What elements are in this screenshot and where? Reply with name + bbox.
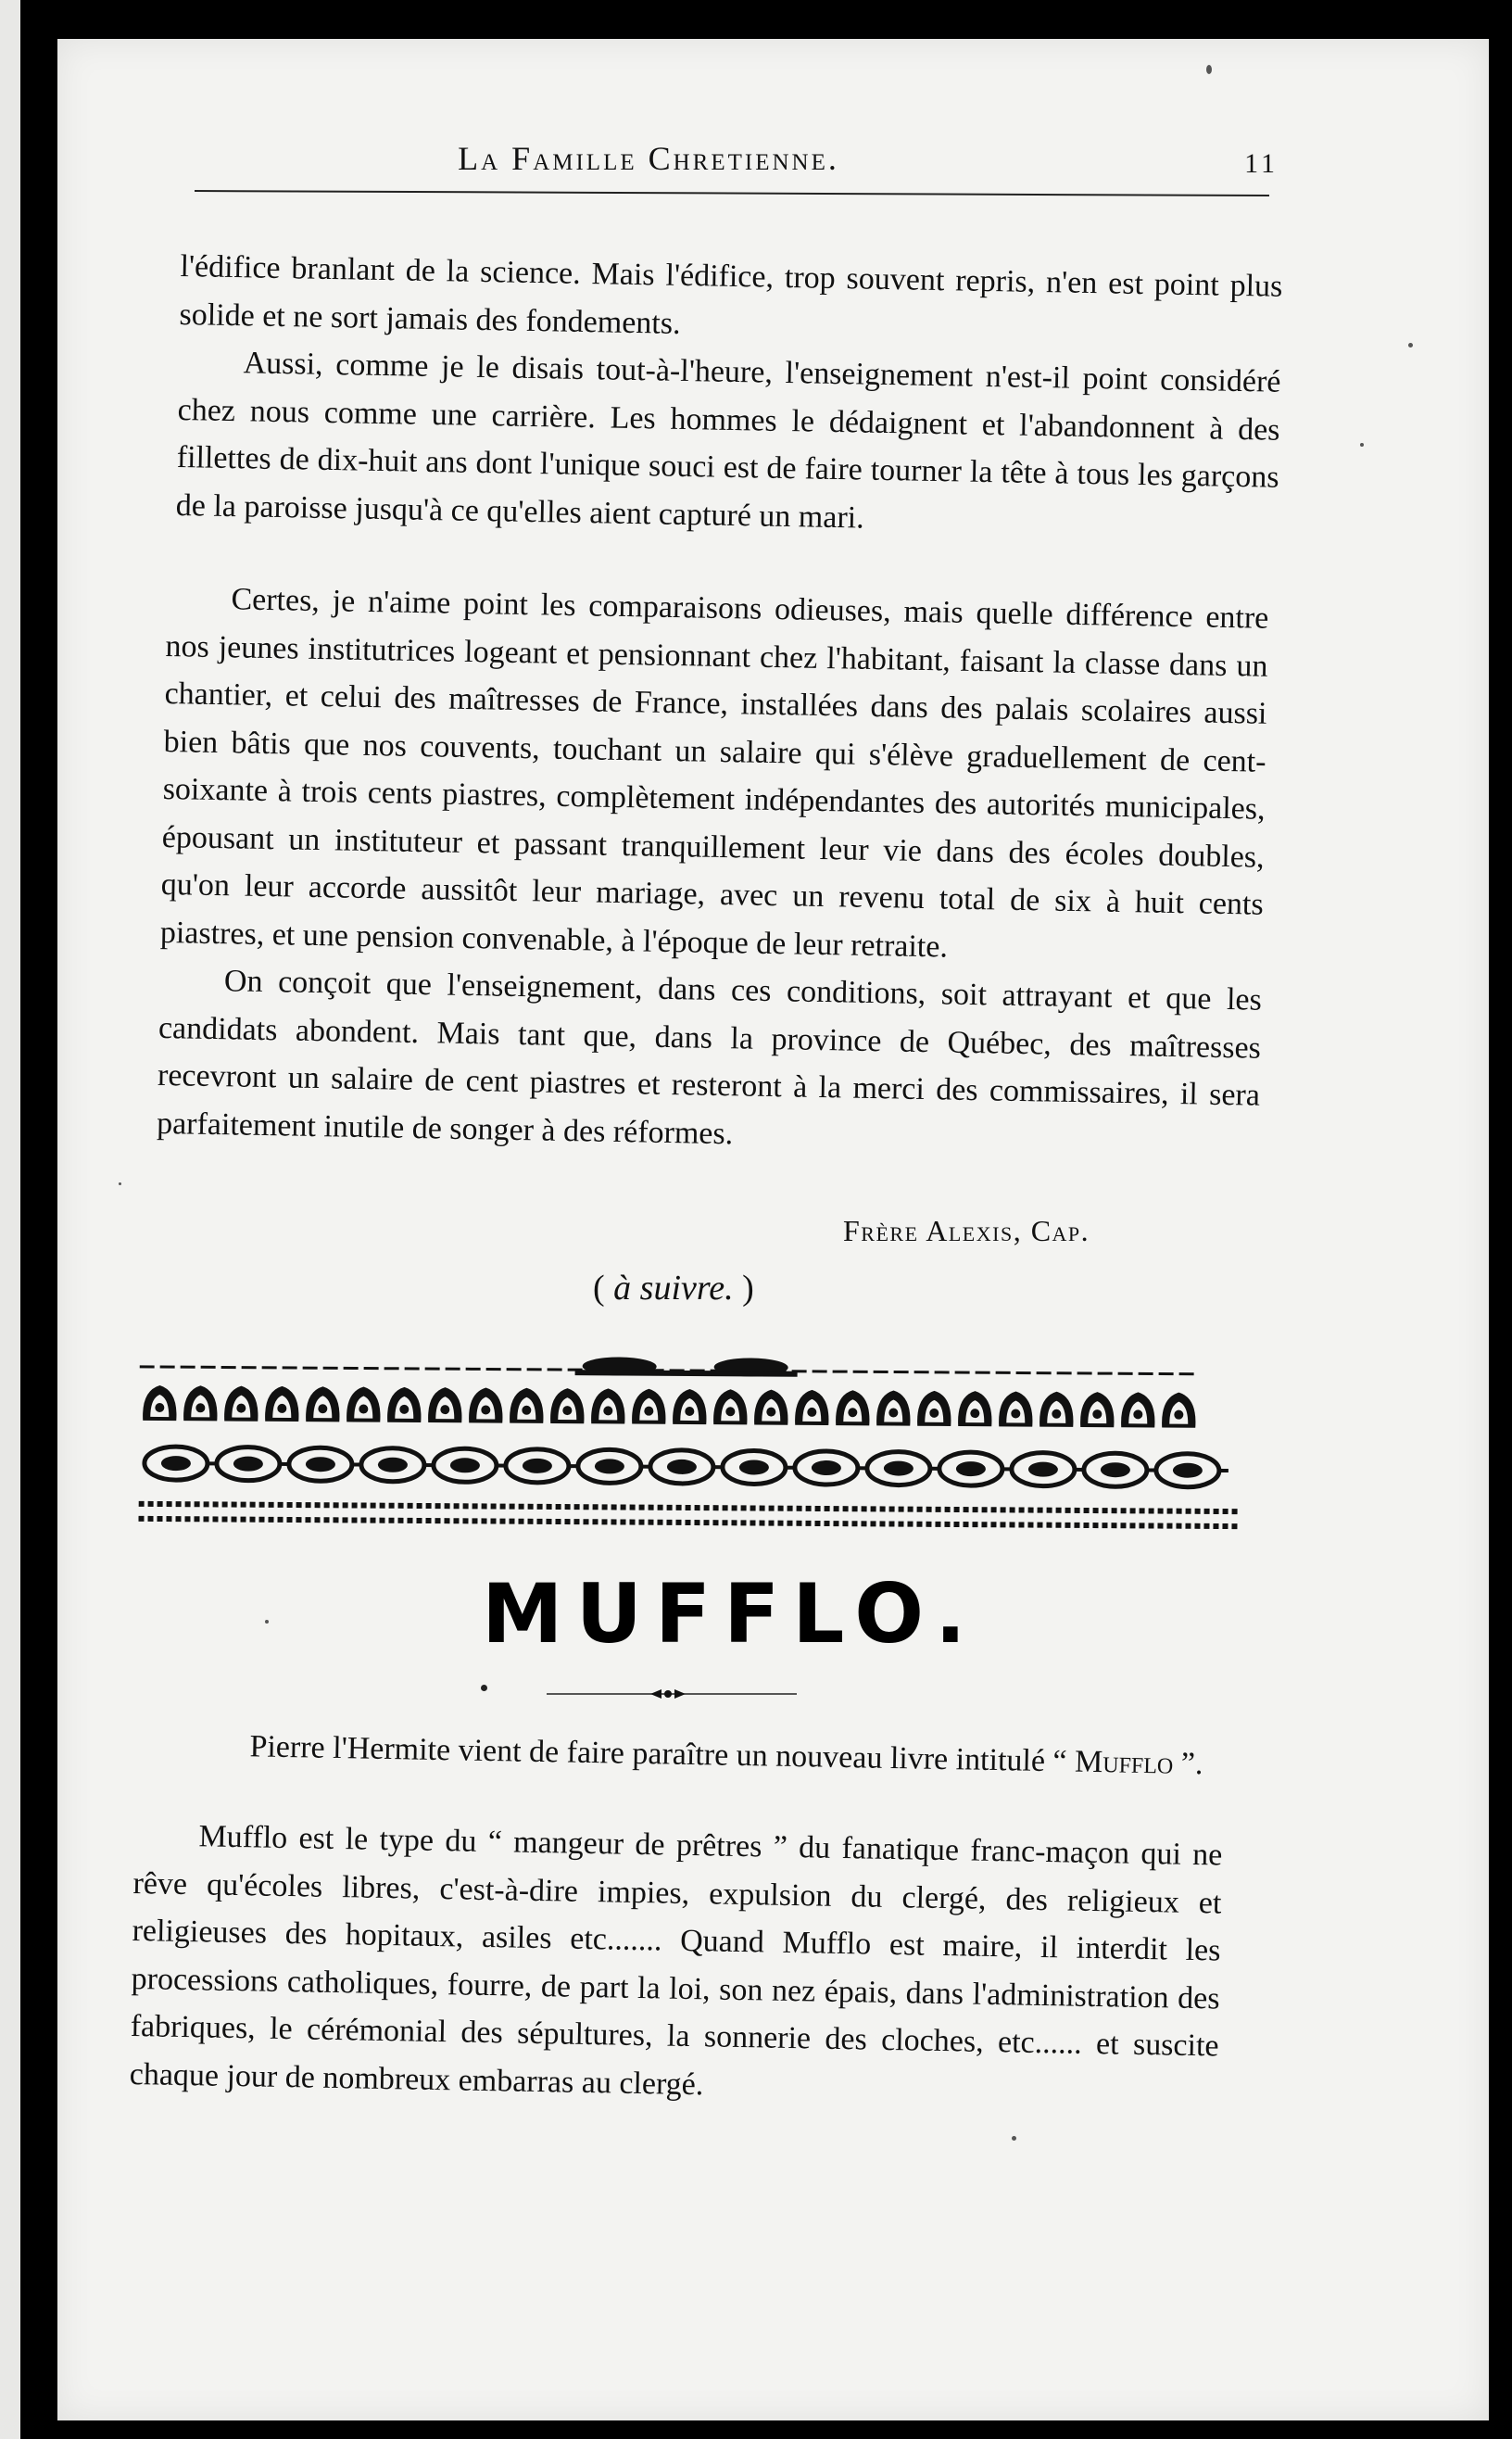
palmette-motif	[958, 1391, 992, 1426]
palmette-motif	[1080, 1392, 1115, 1427]
palmette-motif	[1040, 1392, 1074, 1427]
oval-motif	[289, 1447, 361, 1482]
palmette-motif	[183, 1385, 218, 1421]
article-body	[157, 575, 1269, 1168]
oval-motif	[1012, 1452, 1084, 1486]
palmette-motif	[673, 1389, 707, 1424]
oval-motif	[506, 1449, 578, 1484]
paragraph: Mufflo est le type du “ mangeur de prêtres ” du fanatique franc-maçon qui ne rêve qu'écoles libres, c'est-à-dire impies, expulsion du clergé, des religieux et religieuses des hopitaux, asiles etc....... Quand Mufflo est maire, il interdit les processions catholiques, fourre, de part la loi, son nez épais, dans l'administration des fabriques, le cérémonial des sépultures, la sonnerie des cloches, etc...... et suscite chaque jour de nombreux embarras au clergé.	[129, 1819, 1223, 2102]
author-signature: Frère Alexis, Cap.	[843, 1214, 1090, 1247]
paragraph: Certes, je n'aime point les comparaisons odieuses, mais quelle différence entre nos jeunes institutrices logeant et pensionnant chez l'habitant, faisant la classe dans un chantier, et celui des maîtresses de France, installées dans des palais scolaires aussi bien bâtis que nos couvents, touchant un salaire qui s'élève graduellement de cent-soixante à trois cents piastres, complètement indépendantes des autorités municipales, épousant un instituteur et passant tranquillement leur vie dans des écoles doubles, qu'on leur accorde aussitôt leur mariage, avec un revenu total de six à huit cents piastres, et une pension convenable, à l'époque de leur retraite.	[159, 582, 1269, 965]
title-divider-rule	[547, 1687, 797, 1701]
palmette-motif	[713, 1389, 748, 1424]
palmette-motif	[1121, 1392, 1155, 1427]
palmette-motif	[469, 1387, 503, 1422]
oval-motif	[361, 1448, 434, 1483]
palmette-motif	[265, 1386, 299, 1422]
paragraph: On conçoit que l'enseignement, dans ces conditions, soit attrayant et que les candidats abondent. Mais tant que, dans la province de Québec, des maîtresses recevront un salaire de cent piastres et resteront à la merci des commissaires, il sera parfaitement inutile de songer à des réformes.	[156, 964, 1263, 1151]
oval-motif	[723, 1450, 795, 1485]
oval-motif	[1156, 1454, 1228, 1488]
article-title: MUFFLO.	[482, 1566, 979, 1662]
stray-dot	[481, 1685, 487, 1691]
decorative-ornament-band	[138, 1354, 1241, 1556]
oval-motif	[795, 1451, 867, 1485]
bottom-dotted-border	[139, 1504, 1241, 1526]
article-continuation	[175, 243, 1282, 550]
oval-motif	[650, 1450, 723, 1485]
paren-close: )	[733, 1269, 754, 1308]
adjacent-page-edge	[0, 0, 20, 2439]
page-number: 11	[1244, 148, 1279, 179]
oval-motif	[939, 1452, 1012, 1486]
paragraph: Aussi, comme je le disais tout-à-l'heure, l'enseignement n'est-il point considéré chez nous comme une carrière. Les hommes le dédaignent et l'abandonnent à des fillettes de dix-huit ans dont l'unique souci est de faire tourner la tête à tous les garçons de la paroisse jusqu'à ce qu'elles aient capturé un mari.	[175, 346, 1281, 536]
intro-text: Pierre l'Hermite vient de faire paraître un nouveau livre intitulé	[249, 1729, 1046, 1779]
book-title: Mufflo	[1074, 1744, 1174, 1781]
palmette-motif	[428, 1387, 462, 1422]
palmette-motif	[346, 1386, 381, 1422]
palmette-motif	[795, 1390, 829, 1425]
paragraph: l'édifice branlant de la science. Mais l'édifice, trop souvent repris, n'en est point plus solide et ne sort jamais des fondements.	[179, 248, 1283, 341]
continued-text: à suivre.	[613, 1269, 734, 1308]
oval-motif	[867, 1451, 939, 1485]
palmette-motif	[387, 1387, 422, 1422]
running-title: La Famille Chretienne.	[458, 140, 839, 177]
oval-motif	[145, 1447, 217, 1481]
oval-motif	[217, 1447, 289, 1481]
oval-motif	[578, 1449, 650, 1484]
palmette-motif	[224, 1385, 258, 1421]
oval-motif	[434, 1448, 506, 1483]
palmette-row	[143, 1385, 1196, 1428]
palmette-motif	[591, 1388, 625, 1423]
palmette-motif	[836, 1390, 870, 1425]
palmette-motif	[754, 1389, 788, 1424]
palmette-motif	[306, 1386, 340, 1422]
mufflo-description	[129, 1812, 1222, 2117]
quote-open: “	[1052, 1744, 1076, 1779]
palmette-motif	[1162, 1393, 1196, 1428]
oval-motif	[1084, 1453, 1156, 1487]
palmette-motif	[632, 1389, 666, 1424]
palmette-motif	[917, 1391, 951, 1426]
palmette-motif	[876, 1390, 911, 1425]
palmette-motif	[143, 1385, 177, 1421]
running-header	[185, 139, 1279, 195]
palmette-motif	[550, 1388, 585, 1423]
palmette-motif	[510, 1388, 544, 1423]
to-be-continued-note	[593, 1268, 754, 1308]
palmette-motif	[999, 1391, 1033, 1426]
quote-close: ”.	[1172, 1746, 1203, 1782]
paren-open: (	[593, 1269, 614, 1308]
oval-motif-row	[145, 1447, 1228, 1487]
